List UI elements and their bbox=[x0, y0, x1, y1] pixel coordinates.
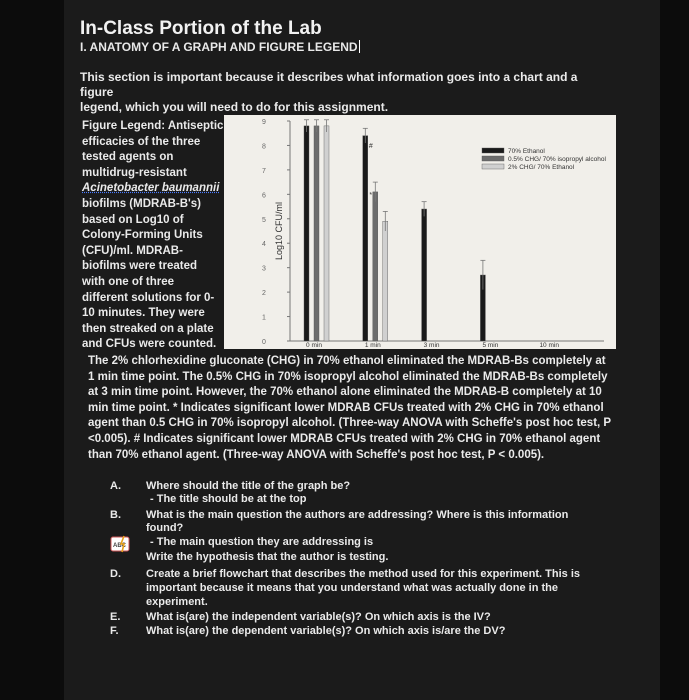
question-b-letter: B. bbox=[110, 509, 121, 521]
question-d-text-cont bbox=[146, 582, 558, 595]
bar-chart bbox=[224, 115, 616, 349]
question-f-letter: F. bbox=[110, 625, 119, 637]
question-d-text-end: experiment. bbox=[146, 596, 208, 608]
description-line: <0.005). # Indicates significant lower MDRAB CFUs treated with 2% CHG in 70% ethanol agent bbox=[88, 432, 601, 445]
legend-text-line: Acinetobacter baumannii bbox=[82, 182, 220, 195]
question-b-text-cont: found? bbox=[146, 522, 184, 534]
question-d-text-part: important because it means that you understand what was actually done in the bbox=[146, 582, 558, 594]
legend-text-line: 10 minutes. They were bbox=[82, 307, 205, 320]
y-tick-label: 2 bbox=[262, 290, 266, 298]
question-e-text: What is(are) the independent variable(s)? On which axis is the IV? bbox=[146, 611, 491, 623]
question-d-text: Create a brief flowchart that describes the method used for this experiment. This is bbox=[146, 568, 580, 580]
description-line: 1 min time point. The 0.5% CHG in 70% isopropyl alcohol eliminated the MDRAB-Bs completely bbox=[88, 370, 608, 383]
legend-text-line: (CFU)/ml. MDRAB- bbox=[82, 244, 183, 257]
document-page bbox=[64, 0, 660, 700]
bar bbox=[363, 136, 368, 341]
significance-marker: # bbox=[368, 142, 373, 150]
description-line: at 3 min time point. However, the 70% ethanol alone eliminated the MDRAB-B completely at 10 bbox=[88, 386, 602, 399]
figure-legend-text bbox=[82, 119, 224, 353]
legend-label: 70% Ethanol bbox=[508, 148, 545, 155]
question-b-answer: - The main question they are addressing is bbox=[150, 536, 374, 548]
legend-text-line: different solutions for 0- bbox=[82, 291, 215, 304]
legend-text-line: Colony-Forming Units bbox=[82, 229, 203, 242]
y-tick-label: 1 bbox=[262, 314, 266, 322]
intro-line: This section is important because it describes what information goes into a chart and a figure bbox=[80, 70, 578, 99]
question-c-text: Write the hypothesis that the author is testing. bbox=[146, 551, 389, 563]
bar bbox=[422, 209, 427, 341]
legend-text-line: and CFUs were counted. bbox=[82, 338, 217, 351]
question-b-text: What is the main question the authors are addressing? Where is this information bbox=[146, 509, 569, 521]
legend-swatch bbox=[482, 164, 504, 169]
text-cursor bbox=[359, 40, 360, 53]
y-tick-label: 8 bbox=[262, 143, 266, 151]
question-a-text: Where should the title of the graph be? bbox=[146, 480, 351, 492]
y-axis-label: Log10 CFU/ml bbox=[274, 201, 284, 261]
legend-text-line: Figure Legend: Antiseptic bbox=[82, 120, 224, 132]
x-tick-label: 10 min bbox=[539, 342, 559, 349]
legend-label: 2% CHG/ 70% Ethanol bbox=[508, 164, 575, 171]
legend-text-line: biofilms were treated bbox=[82, 260, 198, 273]
spellcheck-icon[interactable] bbox=[110, 535, 130, 553]
bar bbox=[304, 126, 309, 341]
bar bbox=[324, 126, 329, 341]
description-line: agent than 0.5 CHG in 70% isopropyl alcohol. (Three-way ANOVA with Scheffe's post hoc test, P bbox=[88, 417, 612, 430]
question-a-answer: - The title should be at the top bbox=[150, 493, 307, 505]
question-d-letter: D. bbox=[110, 568, 121, 580]
legend-label: 0.5% CHG/ 70% isopropyl alcohol bbox=[508, 156, 606, 163]
question-a-letter: A. bbox=[110, 480, 121, 492]
svg-text:ABC: ABC bbox=[113, 543, 126, 549]
description-line: The 2% chlorhexidine gluconate (CHG) in 70% ethanol eliminated the MDRAB-Bs completely at bbox=[88, 355, 606, 367]
significance-marker: * bbox=[369, 191, 373, 199]
section-heading[interactable] bbox=[80, 40, 360, 54]
y-tick-label: 4 bbox=[262, 241, 266, 249]
legend-text-line: tested agents on bbox=[82, 151, 174, 164]
description-line: min time point. * Indicates significant lower MDRAB CFUs treated with 2% CHG in 70% ethanol bbox=[88, 401, 604, 414]
x-tick-label: 5 min bbox=[482, 342, 499, 349]
bar bbox=[383, 221, 388, 341]
legend-text-line: based on Log10 of bbox=[82, 213, 184, 226]
legend-text-line: multidrug-resistant bbox=[82, 166, 187, 179]
y-tick-label: 7 bbox=[262, 167, 266, 175]
x-tick-label: 0 min bbox=[306, 342, 322, 349]
bar bbox=[314, 126, 319, 341]
description-line: than 70% ethanol agent. (Three-way ANOVA with Scheffe's post hoc test, P < 0.005). bbox=[88, 448, 545, 461]
y-tick-label: 6 bbox=[262, 192, 266, 200]
y-tick-label: 3 bbox=[262, 265, 266, 273]
intro-paragraph bbox=[80, 70, 580, 115]
bar bbox=[373, 192, 378, 341]
legend-swatch bbox=[482, 156, 504, 161]
y-tick-label: 0 bbox=[262, 339, 266, 346]
section-heading-text: I. ANATOMY OF A GRAPH AND FIGURE LEGEND bbox=[80, 40, 358, 54]
x-tick-label: 1 min bbox=[364, 342, 381, 349]
figure-description bbox=[88, 354, 612, 463]
y-tick-label: 5 bbox=[262, 216, 266, 224]
x-tick-label: 3 min bbox=[423, 342, 440, 349]
intro-line: legend, which you will need to do for this assignment. bbox=[80, 100, 389, 114]
y-tick-label: 9 bbox=[262, 119, 266, 126]
question-e-letter: E. bbox=[110, 611, 121, 623]
legend-swatch bbox=[482, 148, 504, 153]
legend-text-line: then streaked on a plate bbox=[82, 322, 214, 335]
legend-text-line: efficacies of the three bbox=[82, 135, 201, 148]
legend-text-line: with one of three bbox=[82, 275, 174, 288]
question-f-text: What is(are) the dependent variable(s)? On which axis is/are the DV? bbox=[146, 625, 506, 637]
legend-text-line: biofilms (MDRAB-B's) bbox=[82, 197, 202, 210]
page-title: In-Class Portion of the Lab bbox=[80, 18, 322, 39]
